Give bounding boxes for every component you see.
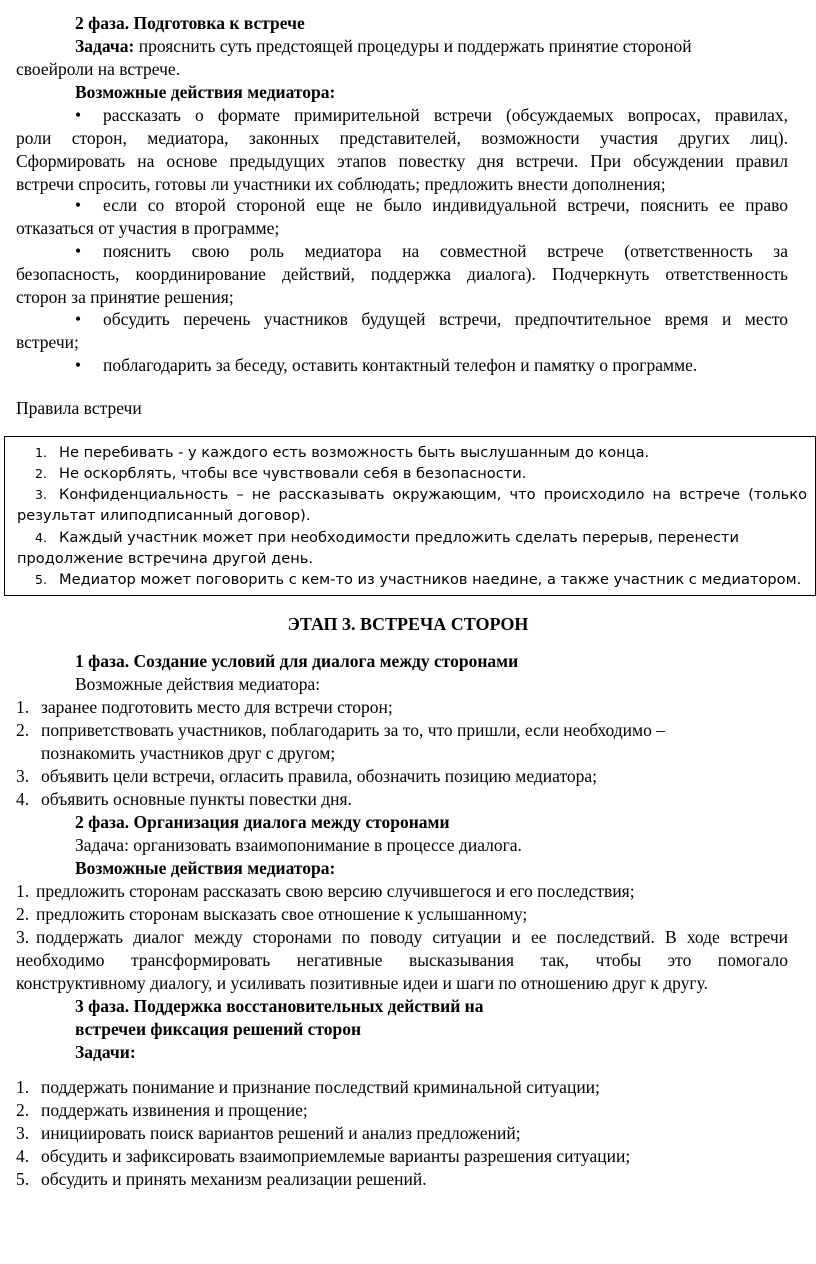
list-item: 2. предложить сторонам высказать свое отношение к услышанному; (16, 904, 528, 924)
list-item: 1. поддержать понимание и признание последствий криминальной ситуации; (16, 1077, 600, 1097)
list-item: 2. поддержать извинения и прощение; (16, 1100, 308, 1120)
phase2-prep-task: Задача: прояснить суть предстоящей процедуры и поддержать принятие стороной (75, 36, 692, 56)
bullet-item: • обсудить перечень участников будущей встречи, предпочтительное время и место встречи; (16, 309, 788, 352)
stage3-phase1-actions-label: Возможные действия медиатора: (75, 674, 321, 694)
stage3-phase2-title: 2 фаза. Организация диалога между сторонами (75, 812, 450, 832)
bullet-dot-icon: • (75, 355, 82, 375)
stage3-phase1-title: 1 фаза. Создание условий для диалога между сторонами (75, 651, 519, 671)
stage3-phase2-task: Задача: организовать взаимопонимание в процессе диалога. (75, 835, 522, 855)
rule-item: 3. Конфиденциальность – не рассказывать окружающим, что происходило на встрече (только результат илиподписанный договор). (17, 486, 807, 524)
phase2-prep-actions-label: Возможные действия медиатора: (75, 82, 336, 102)
list-item: 4. обсудить и зафиксировать взаимоприемлемые варианты разрешения ситуации; (16, 1146, 631, 1166)
bullet-dot-icon: • (75, 309, 82, 329)
stage3-phase2-actions-label: Возможные действия медиатора: (75, 858, 336, 878)
list-item: 2. поприветствовать участников, поблагодарить за то, что пришли, если необходимо – познакомить участников друг с другом; (16, 720, 665, 763)
stage3-phase3-title-cont: встречеи фиксация решений сторон (75, 1019, 362, 1039)
list-item: 1. заранее подготовить место для встречи сторон; (16, 697, 393, 717)
list-item: 5. обсудить и принять механизм реализации решений. (16, 1169, 427, 1189)
list-item: 4. объявить основные пункты повестки дня. (16, 789, 352, 809)
bullet-dot-icon: • (75, 241, 82, 261)
bullet-dot-icon: • (75, 105, 82, 125)
rule-item: 5. Медиатор может поговорить с кем-то из участников наедине, а также участник с медиатором. (35, 571, 802, 588)
rules-box (4, 436, 816, 596)
bullet-item: • пояснить свою роль медиатора на совместной встрече (ответственность за безопасность, координирование действий, поддержка диалога). Подчеркнуть ответственность сторон за принятие решения; (16, 241, 788, 307)
stage3-phase3-tasks-label: Задачи: (75, 1042, 136, 1062)
bullet-item: • если со второй стороной еще не было индивидуальной встречи, пояснить ее право отказаться от участия в программе; (16, 195, 788, 238)
bullet-dot-icon: • (75, 195, 82, 215)
phase2-prep-title: 2 фаза. Подготовка к встрече (75, 13, 305, 33)
rule-item: 4. Каждый участник может при необходимости предложить сделать перерыв, перенести продолжение встречина другой день. (17, 529, 740, 567)
stage3-title: ЭТАП 3. ВСТРЕЧА СТОРОН (287, 614, 529, 634)
rule-item: 1. Не перебивать - у каждого есть возможность быть выслушанным до конца. (35, 444, 650, 461)
bullet-item: • рассказать о формате примирительной встречи (обсуждаемых вопросах, правилах, роли сторон, медиатора, законных представителей, возможности участия других лиц). Сформировать на основе предыдущих этапов повестку дня встречи. При обсуждении правил встречи спросить, готовы ли участники их соблюдать; предложить внести дополнения; (16, 105, 788, 194)
rules-title: Правила встречи (16, 398, 142, 418)
list-item: 3. поддержать диалог между сторонами по поводу ситуации и ее последствий. В ходе встречи необходимо трансформировать негативные высказывания так, чтобы это помогало конструктивному диалогу, и усиливать позитивные идеи и шаги по отношению друг к другу. (16, 927, 788, 993)
list-item: 3. инициировать поиск вариантов решений и анализ предложений; (16, 1123, 521, 1143)
rule-item: 2. Не оскорблять, чтобы все чувствовали себя в безопасности. (35, 465, 527, 482)
phase2-prep-task-cont: своейроли на встрече. (16, 59, 181, 79)
stage3-phase3-title: 3 фаза. Поддержка восстановительных действий на (75, 996, 484, 1016)
bullet-item: • поблагодарить за беседу, оставить контактный телефон и памятку о программе. (75, 355, 698, 375)
list-item: 3. объявить цели встречи, огласить правила, обозначить позицию медиатора; (16, 766, 598, 786)
list-item: 1. предложить сторонам рассказать свою версию случившегося и его последствия; (16, 881, 635, 901)
